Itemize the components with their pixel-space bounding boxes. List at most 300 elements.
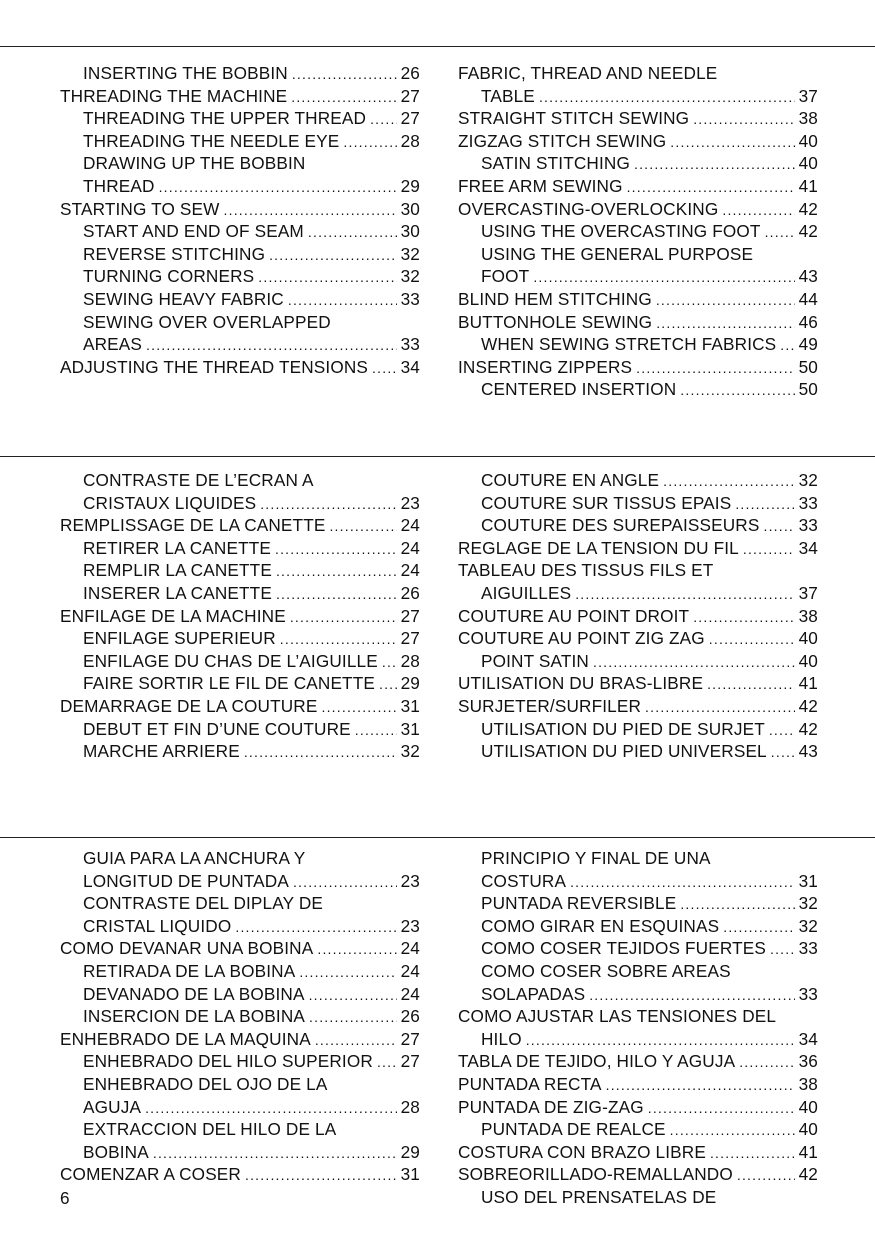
toc-entry bbox=[60, 311, 420, 334]
dot-leader bbox=[693, 606, 794, 629]
toc-entry-page: 33 bbox=[798, 515, 818, 536]
toc-entry-title: ADJUSTING THE THREAD TENSIONS bbox=[60, 356, 369, 377]
toc-entry bbox=[60, 333, 420, 356]
toc-entry-title: DRAWING UP THE BOBBIN bbox=[83, 153, 306, 174]
dot-leader bbox=[288, 289, 397, 312]
toc-entry-page: 29 bbox=[400, 1141, 420, 1162]
toc-entry-page: 31 bbox=[400, 718, 420, 739]
toc-entry bbox=[60, 130, 420, 153]
toc-entry-title: INSERTING ZIPPERS bbox=[458, 356, 633, 377]
toc-entry-page: 33 bbox=[400, 334, 420, 355]
dot-leader bbox=[634, 153, 795, 176]
dot-leader bbox=[593, 651, 795, 674]
toc-entry bbox=[458, 62, 818, 85]
toc-entry bbox=[60, 85, 420, 108]
toc-entry-page: 46 bbox=[798, 311, 818, 332]
toc-entry bbox=[60, 243, 420, 266]
toc-entry bbox=[458, 1163, 818, 1186]
toc-entry-page: 24 bbox=[400, 983, 420, 1004]
toc-entry-title: SATIN STITCHING bbox=[481, 153, 630, 174]
toc-entry-page: 32 bbox=[798, 915, 818, 936]
dot-leader bbox=[309, 984, 397, 1007]
toc-entry-title: THREAD bbox=[83, 175, 155, 196]
toc-entry-page: 42 bbox=[798, 1164, 818, 1185]
toc-entry bbox=[458, 1118, 818, 1141]
toc-french-right bbox=[458, 469, 818, 763]
toc-entry bbox=[60, 870, 420, 893]
toc-entry bbox=[458, 130, 818, 153]
toc-entry-title: SOLAPADAS bbox=[481, 983, 586, 1004]
toc-entry bbox=[60, 175, 420, 198]
toc-entry-title: TABLA DE TEJIDO, HILO Y AGUJA bbox=[458, 1051, 736, 1072]
toc-entry bbox=[60, 288, 420, 311]
dot-leader bbox=[377, 1051, 397, 1074]
toc-entry-title: ZIGZAG STITCH SEWING bbox=[458, 130, 667, 151]
toc-entry bbox=[60, 356, 420, 379]
toc-entry-title: PUNTADA DE REALCE bbox=[481, 1119, 666, 1140]
dot-leader bbox=[372, 357, 397, 380]
toc-entry bbox=[60, 537, 420, 560]
toc-entry-page: 40 bbox=[798, 650, 818, 671]
toc-spanish-left bbox=[60, 847, 420, 1186]
toc-entry-title: PUNTADA DE ZIG-ZAG bbox=[458, 1096, 644, 1117]
toc-entry bbox=[458, 514, 818, 537]
dot-leader bbox=[627, 176, 795, 199]
dot-leader bbox=[570, 871, 794, 894]
toc-entry bbox=[60, 469, 420, 492]
toc-entry-title: DEVANADO DE LA BOBINA bbox=[83, 983, 305, 1004]
toc-entry bbox=[60, 1050, 420, 1073]
toc-entry-page: 30 bbox=[400, 221, 420, 242]
toc-entry-title: USING THE GENERAL PURPOSE bbox=[481, 243, 754, 264]
toc-entry bbox=[60, 1028, 420, 1051]
toc-entry bbox=[60, 672, 420, 695]
toc-entry-page: 44 bbox=[798, 288, 818, 309]
toc-entry-title: BLIND HEM STITCHING bbox=[458, 288, 652, 309]
dot-leader bbox=[707, 673, 795, 696]
toc-entry-title: ENFILAGE DU CHAS DE L’AIGUILLE bbox=[83, 650, 378, 671]
toc-entry-page: 29 bbox=[400, 673, 420, 694]
toc-entry-title: SEWING OVER OVERLAPPED bbox=[83, 311, 331, 332]
toc-entry-page: 38 bbox=[798, 108, 818, 129]
toc-entry-title: COMO AJUSTAR LAS TENSIONES DEL bbox=[458, 1006, 777, 1027]
toc-entry bbox=[458, 265, 818, 288]
dot-leader bbox=[343, 131, 396, 154]
toc-entry-title: INSERTING THE BOBBIN bbox=[83, 63, 288, 83]
toc-entry bbox=[60, 718, 420, 741]
toc-entry bbox=[458, 672, 818, 695]
dot-leader bbox=[743, 538, 795, 561]
toc-entry-page: 40 bbox=[798, 1119, 818, 1140]
toc-entry bbox=[458, 847, 818, 870]
toc-entry-title: COMO GIRAR EN ESQUINAS bbox=[481, 915, 720, 936]
dot-leader bbox=[235, 916, 396, 939]
toc-entry-page: 49 bbox=[798, 334, 818, 355]
toc-entry bbox=[458, 605, 818, 628]
toc-entry-page: 33 bbox=[798, 983, 818, 1004]
toc-entry-title: THREADING THE MACHINE bbox=[60, 85, 288, 106]
toc-entry-page: 37 bbox=[798, 85, 818, 106]
toc-entry-page: 32 bbox=[400, 741, 420, 762]
toc-entry bbox=[458, 107, 818, 130]
dot-leader bbox=[769, 719, 795, 742]
toc-entry-page: 24 bbox=[400, 515, 420, 536]
dot-leader bbox=[693, 108, 794, 131]
dot-leader bbox=[317, 938, 396, 961]
toc-entry-page: 41 bbox=[798, 1141, 818, 1162]
dot-leader bbox=[589, 984, 794, 1007]
toc-entry-title: USO DEL PRENSATELAS DE bbox=[481, 1186, 717, 1207]
toc-entry-title: REMPLIR LA CANETTE bbox=[83, 560, 272, 581]
toc-entry bbox=[458, 915, 818, 938]
toc-entry-title: DEMARRAGE DE LA COUTURE bbox=[60, 695, 318, 716]
toc-entry-title: PUNTADA RECTA bbox=[458, 1073, 602, 1094]
toc-entry-page: 26 bbox=[400, 63, 420, 83]
toc-entry-page: 30 bbox=[400, 198, 420, 219]
toc-entry-page: 31 bbox=[400, 695, 420, 716]
toc-entry bbox=[458, 175, 818, 198]
dot-leader bbox=[258, 266, 396, 289]
toc-entry-title: THREADING THE UPPER THREAD bbox=[83, 108, 367, 129]
toc-entry bbox=[60, 915, 420, 938]
toc-entry-title: UTILISATION DU PIED UNIVERSEL bbox=[481, 741, 767, 762]
toc-entry-page: 26 bbox=[400, 1006, 420, 1027]
dot-leader bbox=[575, 583, 794, 606]
toc-entry bbox=[60, 937, 420, 960]
toc-entry-title: DEBUT ET FIN D’UNE COUTURE bbox=[83, 718, 351, 739]
dot-leader bbox=[379, 673, 397, 696]
toc-entry-title: AGUJA bbox=[83, 1096, 142, 1117]
dot-leader bbox=[765, 221, 795, 244]
dot-leader bbox=[780, 334, 794, 357]
toc-entry bbox=[60, 1141, 420, 1164]
toc-entry-page: 23 bbox=[400, 915, 420, 936]
toc-entry-page: 27 bbox=[400, 85, 420, 106]
toc-entry-page: 50 bbox=[798, 356, 818, 377]
dot-leader bbox=[680, 893, 794, 916]
toc-entry-page: 23 bbox=[400, 492, 420, 513]
toc-entry bbox=[458, 311, 818, 334]
toc-entry bbox=[60, 559, 420, 582]
toc-entry-title: TABLE bbox=[481, 85, 535, 106]
dot-leader bbox=[315, 1029, 397, 1052]
dot-leader bbox=[648, 1097, 795, 1120]
toc-entry bbox=[458, 152, 818, 175]
toc-entry-title: COUTURE AU POINT DROIT bbox=[458, 605, 690, 626]
toc-entry-page: 24 bbox=[400, 537, 420, 558]
toc-entry bbox=[458, 718, 818, 741]
toc-entry-page: 37 bbox=[798, 582, 818, 603]
toc-entry bbox=[458, 243, 818, 266]
toc-english-right bbox=[458, 62, 818, 401]
toc-entry bbox=[458, 1050, 818, 1073]
toc-entry-title: SOBREORILLADO-REMALLANDO bbox=[458, 1164, 733, 1185]
toc-entry-title: ENFILAGE SUPERIEUR bbox=[83, 628, 276, 649]
toc-entry bbox=[458, 198, 818, 221]
toc-entry-title: COMO COSER TEJIDOS FUERTES bbox=[481, 938, 766, 959]
toc-entry-title: REMPLISSAGE DE LA CANETTE bbox=[60, 515, 326, 536]
toc-entry bbox=[60, 514, 420, 537]
toc-entry bbox=[458, 937, 818, 960]
dot-leader bbox=[723, 916, 794, 939]
toc-entry-page: 34 bbox=[798, 1028, 818, 1049]
dot-leader bbox=[722, 199, 794, 222]
dot-leader bbox=[224, 199, 397, 222]
toc-entry-title: AREAS bbox=[83, 334, 143, 355]
toc-entry-title: FABRIC, THREAD AND NEEDLE bbox=[458, 63, 718, 83]
toc-entry-title: COUTURE AU POINT ZIG ZAG bbox=[458, 628, 705, 649]
toc-entry-title: USING THE OVERCASTING FOOT bbox=[481, 221, 761, 242]
toc-entry bbox=[60, 1096, 420, 1119]
dot-leader bbox=[299, 961, 396, 984]
toc-entry bbox=[458, 983, 818, 1006]
toc-entry-title: SEWING HEAVY FABRIC bbox=[83, 288, 284, 309]
dot-leader bbox=[244, 741, 397, 764]
toc-entry-title: COMO COSER SOBRE AREAS bbox=[481, 960, 731, 981]
toc-entry bbox=[458, 1028, 818, 1051]
toc-entry-title: TABLEAU DES TISSUS FILS ET bbox=[458, 560, 714, 581]
toc-spanish-right bbox=[458, 847, 818, 1209]
toc-entry-title: UTILISATION DU PIED DE SURJET bbox=[481, 718, 765, 739]
toc-entry bbox=[60, 983, 420, 1006]
dot-leader bbox=[322, 696, 397, 719]
toc-entry-title: REVERSE STITCHING bbox=[83, 243, 266, 264]
dot-leader bbox=[710, 1142, 795, 1165]
toc-entry-page: 32 bbox=[400, 266, 420, 287]
toc-entry bbox=[458, 220, 818, 243]
toc-entry bbox=[60, 62, 420, 85]
toc-entry-title: COSTURA bbox=[481, 870, 567, 891]
dot-leader bbox=[355, 719, 397, 742]
toc-entry bbox=[458, 627, 818, 650]
toc-entry bbox=[458, 85, 818, 108]
dot-leader bbox=[763, 515, 794, 538]
toc-entry-page: 24 bbox=[400, 960, 420, 981]
toc-entry-page: 33 bbox=[400, 288, 420, 309]
dot-leader bbox=[709, 628, 795, 651]
toc-entry-page: 27 bbox=[400, 1028, 420, 1049]
dot-leader bbox=[770, 938, 795, 961]
toc-entry-page: 27 bbox=[400, 108, 420, 129]
toc-entry-title: OVERCASTING-OVERLOCKING bbox=[458, 198, 719, 219]
toc-entry-title: SURJETER/SURFILER bbox=[458, 695, 642, 716]
toc-entry bbox=[458, 333, 818, 356]
dot-leader bbox=[680, 379, 794, 402]
toc-entry-title: LONGITUD DE PUNTADA bbox=[83, 870, 289, 891]
toc-entry bbox=[60, 695, 420, 718]
toc-entry-page: 40 bbox=[798, 1096, 818, 1117]
toc-entry-title: FREE ARM SEWING bbox=[458, 175, 623, 196]
toc-entry-page: 50 bbox=[798, 379, 818, 400]
toc-entry bbox=[458, 740, 818, 763]
toc-entry-title: WHEN SEWING STRETCH FABRICS bbox=[481, 334, 777, 355]
dot-leader bbox=[308, 221, 397, 244]
dot-leader bbox=[292, 63, 397, 86]
toc-entry-page: 33 bbox=[798, 492, 818, 513]
toc-entry bbox=[60, 107, 420, 130]
toc-entry-page: 41 bbox=[798, 175, 818, 196]
toc-entry-title: RETIRER LA CANETTE bbox=[83, 537, 271, 558]
dot-leader bbox=[382, 651, 397, 674]
toc-entry-page: 29 bbox=[400, 175, 420, 196]
toc-entry-title: ENHEBRADO DEL OJO DE LA bbox=[83, 1073, 328, 1094]
dot-leader bbox=[146, 334, 397, 357]
toc-entry bbox=[458, 492, 818, 515]
toc-entry-page: 40 bbox=[798, 153, 818, 174]
toc-entry-page: 32 bbox=[798, 470, 818, 490]
toc-entry-page: 27 bbox=[400, 1051, 420, 1072]
rule-middle bbox=[0, 456, 875, 457]
dot-leader bbox=[670, 131, 794, 154]
toc-entry bbox=[458, 650, 818, 673]
toc-entry-page: 27 bbox=[400, 628, 420, 649]
toc-entry-page: 40 bbox=[798, 130, 818, 151]
toc-entry-title: FAIRE SORTIR LE FIL DE CANETTE bbox=[83, 673, 375, 694]
toc-entry-title: COSTURA CON BRAZO LIBRE bbox=[458, 1141, 706, 1162]
toc-entry bbox=[60, 492, 420, 515]
toc-entry bbox=[458, 378, 818, 401]
toc-entry-page: 36 bbox=[798, 1051, 818, 1072]
toc-entry-page: 34 bbox=[798, 537, 818, 558]
toc-entry-page: 42 bbox=[798, 198, 818, 219]
toc-entry-title: INSERCION DE LA BOBINA bbox=[83, 1006, 306, 1027]
toc-entry-title: HILO bbox=[481, 1028, 522, 1049]
dot-leader bbox=[539, 86, 795, 109]
toc-entry bbox=[60, 265, 420, 288]
rule-top bbox=[0, 46, 875, 47]
dot-leader bbox=[526, 1029, 795, 1052]
toc-entry bbox=[60, 847, 420, 870]
toc-entry bbox=[60, 1163, 420, 1186]
toc-entry-title: PUNTADA REVERSIBLE bbox=[481, 893, 677, 914]
toc-entry-title: GUIA PARA LA ANCHURA Y bbox=[83, 848, 306, 868]
toc-entry bbox=[60, 1118, 420, 1141]
toc-entry-page: 38 bbox=[798, 605, 818, 626]
dot-leader bbox=[280, 628, 397, 651]
toc-entry-page: 41 bbox=[798, 673, 818, 694]
toc-entry bbox=[60, 1005, 420, 1028]
toc-entry-title: CENTERED INSERTION bbox=[481, 379, 677, 400]
toc-entry-title: TURNING CORNERS bbox=[83, 266, 255, 287]
rule-bottom bbox=[0, 837, 875, 838]
toc-entry-title: UTILISATION DU BRAS-LIBRE bbox=[458, 673, 704, 694]
toc-french-left bbox=[60, 469, 420, 763]
dot-leader bbox=[269, 244, 396, 267]
toc-english-left bbox=[60, 62, 420, 378]
toc-entry-page: 42 bbox=[798, 695, 818, 716]
toc-entry bbox=[458, 695, 818, 718]
toc-entry-title: START AND END OF SEAM bbox=[83, 221, 304, 242]
toc-entry-page: 28 bbox=[400, 1096, 420, 1117]
toc-entry bbox=[458, 870, 818, 893]
toc-entry bbox=[60, 198, 420, 221]
toc-entry-title: POINT SATIN bbox=[481, 650, 589, 671]
dot-leader bbox=[370, 108, 396, 131]
toc-entry-title: BUTTONHOLE SEWING bbox=[458, 311, 653, 332]
toc-entry bbox=[458, 582, 818, 605]
toc-entry bbox=[60, 892, 420, 915]
toc-entry bbox=[60, 740, 420, 763]
toc-entry-title: CONTRASTE DEL DIPLAY DE bbox=[83, 893, 323, 914]
toc-entry-title: INSERER LA CANETTE bbox=[83, 582, 272, 603]
toc-entry-title: MARCHE ARRIERE bbox=[83, 741, 240, 762]
page-number: 6 bbox=[60, 1188, 70, 1208]
toc-entry-page: 26 bbox=[400, 582, 420, 603]
toc-entry-title: ENHEBRADO DEL HILO SUPERIOR bbox=[83, 1051, 373, 1072]
dot-leader bbox=[293, 871, 397, 894]
toc-entry bbox=[458, 1005, 818, 1028]
dot-leader bbox=[663, 470, 794, 493]
dot-leader bbox=[276, 560, 397, 583]
toc-entry bbox=[458, 892, 818, 915]
toc-entry bbox=[60, 220, 420, 243]
toc-entry-title: REGLAGE DE LA TENSION DU FIL bbox=[458, 537, 739, 558]
toc-entry bbox=[458, 288, 818, 311]
dot-leader bbox=[656, 312, 794, 335]
toc-entry-title: COMO DEVANAR UNA BOBINA bbox=[60, 938, 314, 959]
dot-leader bbox=[291, 86, 396, 109]
dot-leader bbox=[159, 176, 397, 199]
dot-leader bbox=[735, 493, 794, 516]
dot-leader bbox=[329, 515, 396, 538]
dot-leader bbox=[276, 583, 397, 606]
toc-entry-page: 38 bbox=[798, 1073, 818, 1094]
toc-entry bbox=[458, 469, 818, 492]
dot-leader bbox=[260, 493, 396, 516]
toc-entry bbox=[458, 559, 818, 582]
toc-entry-page: 24 bbox=[400, 938, 420, 959]
toc-entry-page: 43 bbox=[798, 266, 818, 287]
toc-entry-title: STRAIGHT STITCH SEWING bbox=[458, 108, 690, 129]
toc-entry-page: 24 bbox=[400, 560, 420, 581]
toc-entry-title: COUTURE DES SUREPAISSEURS bbox=[481, 515, 760, 536]
dot-leader bbox=[737, 1164, 795, 1187]
toc-entry bbox=[458, 1141, 818, 1164]
toc-entry-page: 40 bbox=[798, 628, 818, 649]
toc-entry-title: COUTURE EN ANGLE bbox=[481, 470, 660, 490]
toc-entry-page: 27 bbox=[400, 605, 420, 626]
toc-entry-title: ENHEBRADO DE LA MAQUINA bbox=[60, 1028, 311, 1049]
dot-leader bbox=[309, 1006, 397, 1029]
toc-entry-page: 23 bbox=[400, 870, 420, 891]
toc-entry-page: 42 bbox=[798, 718, 818, 739]
toc-entry-title: ENFILAGE DE LA MACHINE bbox=[60, 605, 286, 626]
toc-entry-title: CRISTAUX LIQUIDES bbox=[83, 492, 257, 513]
toc-entry bbox=[458, 356, 818, 379]
toc-entry-title: RETIRADA DE LA BOBINA bbox=[83, 960, 296, 981]
toc-entry-title: FOOT bbox=[481, 266, 530, 287]
toc-entry bbox=[60, 960, 420, 983]
toc-entry-title: CONTRASTE DE L’ECRAN A bbox=[83, 470, 314, 490]
toc-entry-title: COMENZAR A COSER bbox=[60, 1164, 241, 1185]
dot-leader bbox=[771, 741, 795, 764]
toc-entry-title: THREADING THE NEEDLE EYE bbox=[83, 130, 340, 151]
dot-leader bbox=[645, 696, 795, 719]
toc-entry-page: 32 bbox=[798, 893, 818, 914]
toc-entry-page: 28 bbox=[400, 130, 420, 151]
toc-entry-title: STARTING TO SEW bbox=[60, 198, 220, 219]
toc-entry bbox=[60, 1073, 420, 1096]
toc-entry bbox=[60, 627, 420, 650]
dot-leader bbox=[245, 1164, 397, 1187]
toc-entry bbox=[60, 605, 420, 628]
toc-entry-page: 42 bbox=[798, 221, 818, 242]
toc-entry-title: PRINCIPIO Y FINAL DE UNA bbox=[481, 848, 711, 868]
toc-entry bbox=[458, 1073, 818, 1096]
toc-entry-title: CRISTAL LIQUIDO bbox=[83, 915, 232, 936]
dot-leader bbox=[606, 1074, 795, 1097]
toc-entry-title: BOBINA bbox=[83, 1141, 149, 1162]
